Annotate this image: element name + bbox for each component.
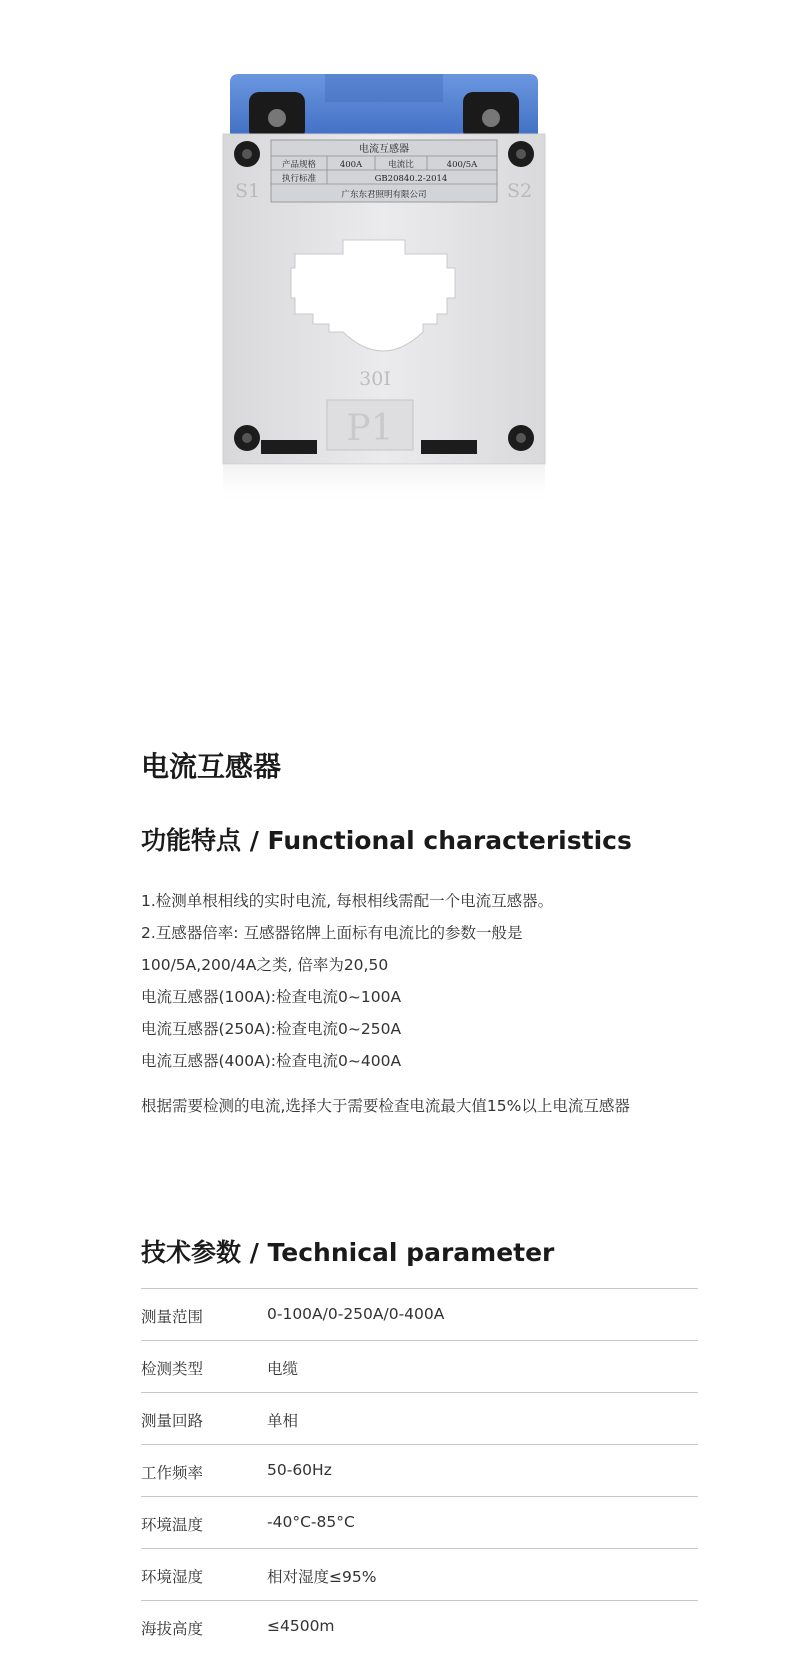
table-row	[141, 1288, 698, 1340]
table-row	[141, 1600, 698, 1652]
param-label: 检测类型	[141, 1360, 204, 1378]
feature-line-3: 100/5A,200/4A之类, 倍率为20,50	[141, 956, 389, 974]
terminal-s1-mark: S1	[235, 180, 261, 202]
parameter-table	[141, 1288, 698, 1652]
current-transformer-illustration	[215, 70, 555, 540]
page-title: 电流互感器	[141, 750, 282, 783]
nameplate-ratio-value: 400/5A	[446, 160, 478, 170]
param-label: 测量范围	[141, 1308, 204, 1326]
feature-line-1: 1.检测单根相线的实时电流, 每根相线需配一个电流互感器。	[141, 892, 554, 910]
table-row	[141, 1392, 698, 1444]
table-row	[141, 1444, 698, 1496]
nameplate-ratio-label: 电流比	[388, 160, 414, 170]
param-value: ≤4500m	[267, 1617, 335, 1635]
param-label: 工作频率	[141, 1464, 204, 1482]
param-label: 测量回路	[141, 1412, 204, 1430]
table-row	[141, 1340, 698, 1392]
nameplate	[271, 140, 497, 202]
param-value: 相对湿度≤95%	[267, 1568, 377, 1586]
nameplate-standard-label: 执行标准	[281, 174, 317, 184]
nameplate-standard-value: GB20840.2-2014	[374, 174, 448, 184]
param-label: 环境温度	[141, 1516, 204, 1534]
feature-list	[141, 885, 741, 1077]
feature-line-6: 电流互感器(400A):检查电流0~400A	[141, 1052, 402, 1070]
nameplate-maker: 广东东君照明有限公司	[341, 190, 427, 200]
param-value: 单相	[267, 1412, 299, 1430]
param-value: 0-100A/0-250A/0-400A	[267, 1305, 445, 1323]
param-value: 电缆	[267, 1360, 299, 1378]
technical-title: 技术参数 / Technical parameter	[141, 1238, 555, 1267]
feature-line-2: 2.互感器倍率: 互感器铭牌上面标有电流比的参数一般是	[141, 924, 523, 942]
selection-note: 根据需要检测的电流,选择大于需要检查电流最大值15%以上电流互感器	[141, 1097, 630, 1115]
nameplate-spec-value: 400A	[339, 160, 363, 170]
model-mark: 30I	[359, 368, 391, 390]
param-value: -40°C-85°C	[267, 1513, 355, 1531]
terminal-s2-mark: S2	[507, 180, 533, 202]
feature-line-4: 电流互感器(100A):检查电流0~100A	[141, 988, 402, 1006]
param-value: 50-60Hz	[267, 1461, 332, 1479]
table-row	[141, 1496, 698, 1548]
nameplate-title: 电流互感器	[359, 144, 409, 155]
features-title: 功能特点 / Functional characteristics	[141, 826, 632, 855]
nameplate-spec-label: 产品规格	[281, 160, 317, 170]
table-row	[141, 1548, 698, 1600]
param-label: 海拔高度	[141, 1620, 204, 1638]
param-label: 环境湿度	[141, 1568, 204, 1586]
primary-mark: P1	[346, 408, 394, 449]
product-image	[0, 0, 796, 560]
feature-line-5: 电流互感器(250A):检查电流0~250A	[141, 1020, 402, 1038]
